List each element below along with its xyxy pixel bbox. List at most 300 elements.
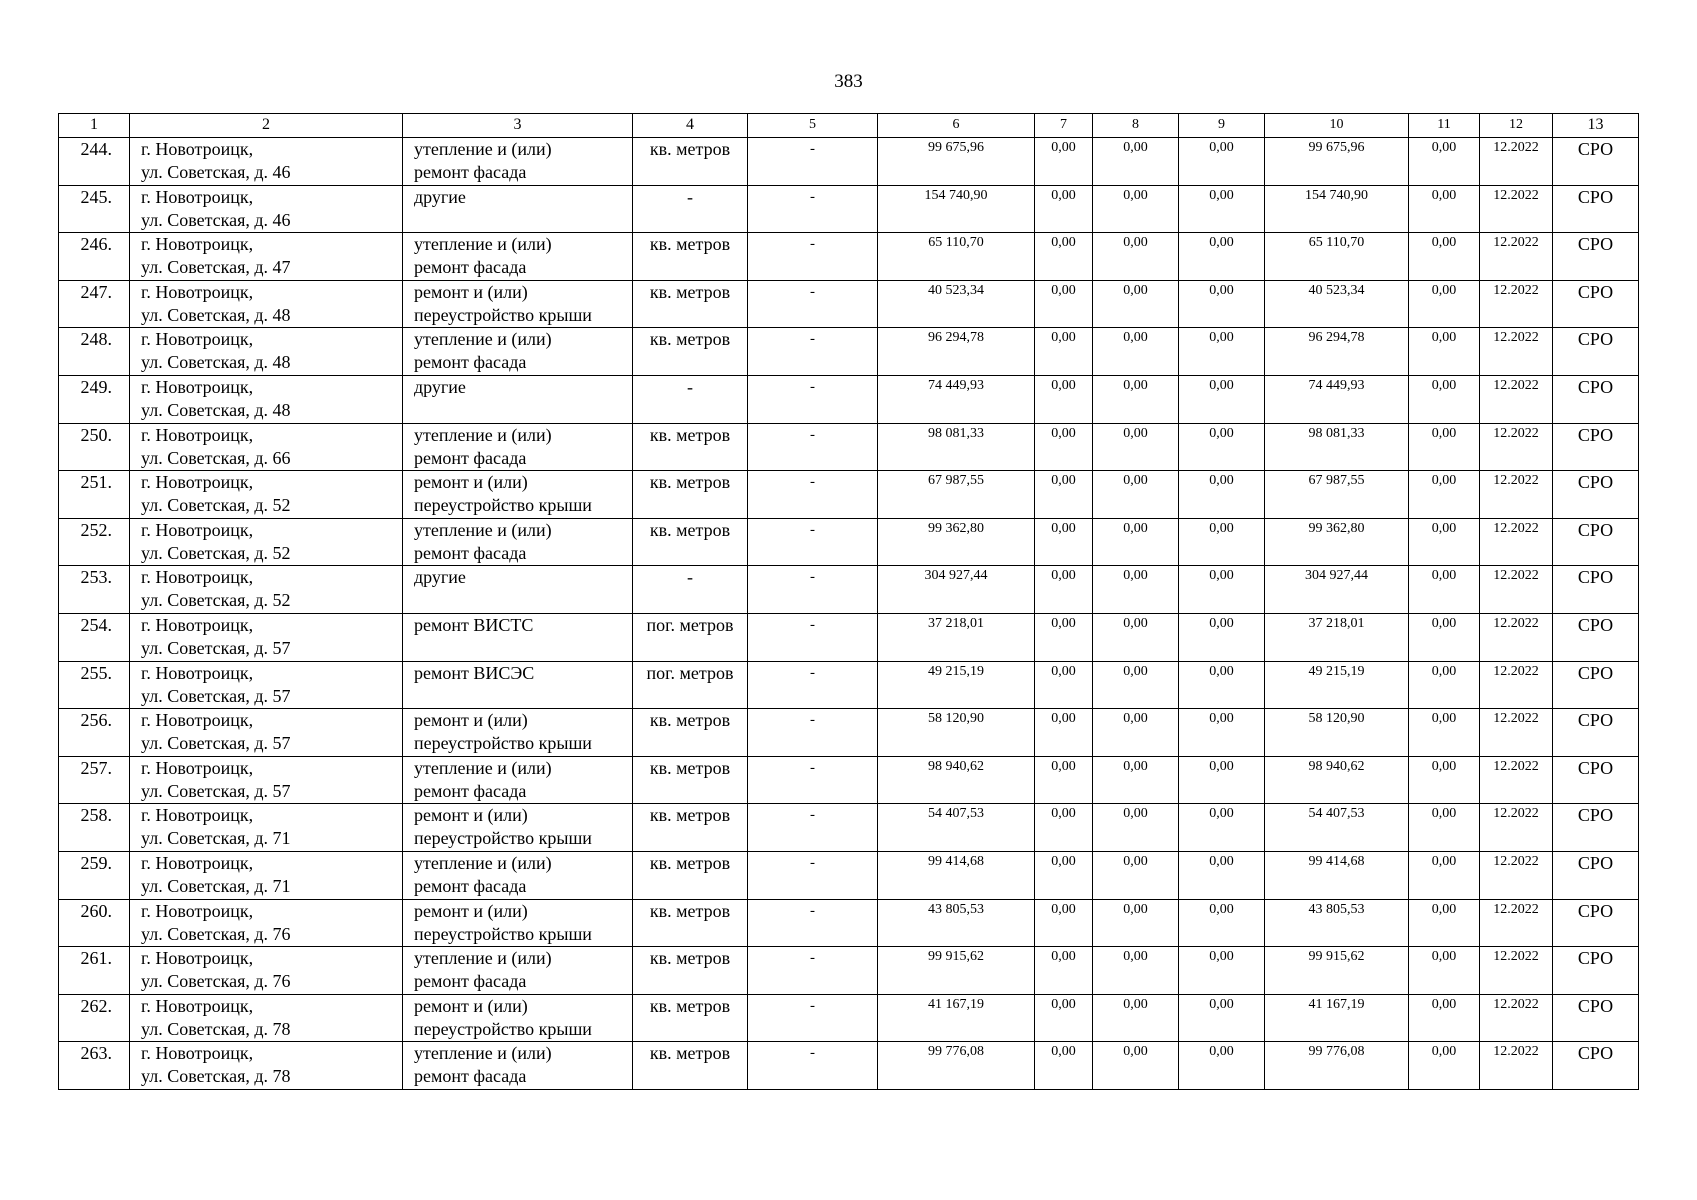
- address-cell: [130, 233, 403, 281]
- column-header: 5: [748, 114, 878, 138]
- column-10-cell: 99 675,96: [1265, 138, 1409, 186]
- table-row: [59, 756, 1639, 804]
- work-type-cell: [403, 851, 633, 899]
- unit-cell: кв. метров: [633, 423, 748, 471]
- column-11-cell: 0,00: [1409, 185, 1480, 233]
- quantity-cell: -: [748, 709, 878, 757]
- column-8-cell: 0,00: [1093, 899, 1179, 947]
- address-street: ул. Советская, д. 52: [141, 590, 291, 611]
- unit-cell: кв. метров: [633, 804, 748, 852]
- column-8-cell: 0,00: [1093, 423, 1179, 471]
- completion-date-cell: 12.2022: [1480, 804, 1553, 852]
- quantity-cell: -: [748, 1042, 878, 1090]
- work-type-cell: [403, 947, 633, 995]
- quantity-cell: -: [748, 566, 878, 614]
- column-9-cell: 0,00: [1179, 471, 1265, 519]
- table-row: [59, 423, 1639, 471]
- total-cost-cell: 54 407,53: [878, 804, 1035, 852]
- work-type-line-1: утепление и (или): [414, 234, 552, 255]
- address-city: г. Новотроицк,: [141, 472, 254, 493]
- address-cell: [130, 994, 403, 1042]
- work-type-line-2: ремонт фасада: [414, 162, 527, 182]
- column-10-cell: 154 740,90: [1265, 185, 1409, 233]
- column-header: 11: [1409, 114, 1480, 138]
- organization-cell: СРО: [1553, 375, 1639, 423]
- address-city: г. Новотроицк,: [141, 234, 254, 255]
- address-street: ул. Советская, д. 76: [141, 971, 291, 992]
- quantity-cell: -: [748, 280, 878, 328]
- column-11-cell: 0,00: [1409, 518, 1480, 566]
- total-cost-cell: 41 167,19: [878, 994, 1035, 1042]
- row-number: 245.: [59, 185, 130, 233]
- address-street: ул. Советская, д. 71: [141, 828, 291, 849]
- table-row: [59, 899, 1639, 947]
- column-11-cell: 0,00: [1409, 899, 1480, 947]
- row-number: 260.: [59, 899, 130, 947]
- column-7-cell: 0,00: [1035, 566, 1093, 614]
- column-7-cell: 0,00: [1035, 185, 1093, 233]
- address-cell: [130, 423, 403, 471]
- column-11-cell: 0,00: [1409, 471, 1480, 519]
- completion-date-cell: 12.2022: [1480, 661, 1553, 709]
- column-7-cell: 0,00: [1035, 756, 1093, 804]
- column-8-cell: 0,00: [1093, 1042, 1179, 1090]
- completion-date-cell: 12.2022: [1480, 1042, 1553, 1090]
- table-row: [59, 661, 1639, 709]
- column-7-cell: 0,00: [1035, 947, 1093, 995]
- column-11-cell: 0,00: [1409, 709, 1480, 757]
- completion-date-cell: 12.2022: [1480, 328, 1553, 376]
- column-9-cell: 0,00: [1179, 756, 1265, 804]
- address-street: ул. Советская, д. 57: [141, 637, 291, 658]
- completion-date-cell: 12.2022: [1480, 709, 1553, 757]
- unit-cell: кв. метров: [633, 233, 748, 281]
- table-row: [59, 1042, 1639, 1090]
- column-7-cell: 0,00: [1035, 1042, 1093, 1090]
- completion-date-cell: 12.2022: [1480, 423, 1553, 471]
- column-8-cell: 0,00: [1093, 613, 1179, 661]
- column-7-cell: 0,00: [1035, 994, 1093, 1042]
- table-row: [59, 709, 1639, 757]
- completion-date-cell: 12.2022: [1480, 375, 1553, 423]
- work-type-cell: [403, 471, 633, 519]
- completion-date-cell: 12.2022: [1480, 899, 1553, 947]
- row-number: 244.: [59, 138, 130, 186]
- table-row: [59, 613, 1639, 661]
- address-cell: [130, 138, 403, 186]
- column-9-cell: 0,00: [1179, 899, 1265, 947]
- quantity-cell: -: [748, 423, 878, 471]
- total-cost-cell: 98 081,33: [878, 423, 1035, 471]
- work-type-line-1: утепление и (или): [414, 329, 552, 350]
- work-type-line-2: ремонт фасада: [414, 780, 527, 801]
- column-10-cell: 99 414,68: [1265, 851, 1409, 899]
- work-type-line-2: ремонт фасада: [414, 542, 527, 563]
- column-11-cell: 0,00: [1409, 1042, 1480, 1090]
- address-city: г. Новотроицк,: [141, 995, 254, 1016]
- unit-cell: кв. метров: [633, 280, 748, 328]
- column-9-cell: 0,00: [1179, 185, 1265, 233]
- column-9-cell: 0,00: [1179, 994, 1265, 1042]
- address-cell: [130, 185, 403, 233]
- work-type-cell: [403, 804, 633, 852]
- unit-cell: -: [633, 566, 748, 614]
- column-7-cell: 0,00: [1035, 851, 1093, 899]
- column-8-cell: 0,00: [1093, 709, 1179, 757]
- organization-cell: СРО: [1553, 804, 1639, 852]
- column-9-cell: 0,00: [1179, 661, 1265, 709]
- column-number-row: [59, 114, 1639, 138]
- work-type-line-1: ремонт и (или): [414, 281, 528, 302]
- row-number: 256.: [59, 709, 130, 757]
- address-cell: [130, 756, 403, 804]
- column-11-cell: 0,00: [1409, 947, 1480, 995]
- quantity-cell: -: [748, 471, 878, 519]
- address-street: ул. Советская, д. 52: [141, 542, 291, 563]
- column-7-cell: 0,00: [1035, 233, 1093, 281]
- address-street: ул. Советская, д. 78: [141, 1018, 291, 1039]
- row-number: 259.: [59, 851, 130, 899]
- unit-cell: кв. метров: [633, 471, 748, 519]
- total-cost-cell: 43 805,53: [878, 899, 1035, 947]
- total-cost-cell: 98 940,62: [878, 756, 1035, 804]
- column-9-cell: 0,00: [1179, 613, 1265, 661]
- address-cell: [130, 280, 403, 328]
- organization-cell: СРО: [1553, 756, 1639, 804]
- work-type-line-1: другие: [414, 567, 466, 588]
- organization-cell: СРО: [1553, 280, 1639, 328]
- work-type-line-2: переустройство крыши: [414, 304, 592, 325]
- row-number: 252.: [59, 518, 130, 566]
- column-8-cell: 0,00: [1093, 233, 1179, 281]
- column-header: 13: [1553, 114, 1639, 138]
- column-11-cell: 0,00: [1409, 804, 1480, 852]
- column-9-cell: 0,00: [1179, 375, 1265, 423]
- column-11-cell: 0,00: [1409, 138, 1480, 186]
- column-7-cell: 0,00: [1035, 423, 1093, 471]
- address-cell: [130, 661, 403, 709]
- work-type-line-2: ремонт фасада: [414, 352, 527, 373]
- address-cell: [130, 471, 403, 519]
- quantity-cell: -: [748, 947, 878, 995]
- work-type-line-1: утепление и (или): [414, 852, 552, 873]
- column-11-cell: 0,00: [1409, 375, 1480, 423]
- work-type-line-1: утепление и (или): [414, 948, 552, 969]
- column-11-cell: 0,00: [1409, 566, 1480, 614]
- work-type-cell: [403, 613, 633, 661]
- column-9-cell: 0,00: [1179, 138, 1265, 186]
- address-city: г. Новотроицк,: [141, 186, 254, 207]
- total-cost-cell: 99 675,96: [878, 138, 1035, 186]
- address-city: г. Новотроицк,: [141, 662, 254, 683]
- completion-date-cell: 12.2022: [1480, 613, 1553, 661]
- work-type-cell: [403, 518, 633, 566]
- column-10-cell: 49 215,19: [1265, 661, 1409, 709]
- column-9-cell: 0,00: [1179, 518, 1265, 566]
- organization-cell: СРО: [1553, 423, 1639, 471]
- unit-cell: кв. метров: [633, 994, 748, 1042]
- column-9-cell: 0,00: [1179, 709, 1265, 757]
- column-11-cell: 0,00: [1409, 613, 1480, 661]
- work-type-line-1: ремонт и (или): [414, 805, 528, 826]
- work-type-line-1: ремонт и (или): [414, 710, 528, 731]
- column-header: 7: [1035, 114, 1093, 138]
- column-10-cell: 98 081,33: [1265, 423, 1409, 471]
- organization-cell: СРО: [1553, 613, 1639, 661]
- table-row: [59, 280, 1639, 328]
- quantity-cell: -: [748, 661, 878, 709]
- quantity-cell: -: [748, 328, 878, 376]
- column-11-cell: 0,00: [1409, 280, 1480, 328]
- work-type-cell: [403, 709, 633, 757]
- table-row: [59, 566, 1639, 614]
- quantity-cell: -: [748, 756, 878, 804]
- work-type-line-1: другие: [414, 186, 466, 207]
- column-7-cell: 0,00: [1035, 709, 1093, 757]
- repair-register-table: [58, 113, 1639, 1090]
- row-number: 255.: [59, 661, 130, 709]
- column-header: 6: [878, 114, 1035, 138]
- column-7-cell: 0,00: [1035, 661, 1093, 709]
- organization-cell: СРО: [1553, 947, 1639, 995]
- unit-cell: кв. метров: [633, 756, 748, 804]
- column-8-cell: 0,00: [1093, 375, 1179, 423]
- completion-date-cell: 12.2022: [1480, 756, 1553, 804]
- completion-date-cell: 12.2022: [1480, 851, 1553, 899]
- column-7-cell: 0,00: [1035, 613, 1093, 661]
- total-cost-cell: 67 987,55: [878, 471, 1035, 519]
- address-street: ул. Советская, д. 46: [141, 209, 291, 230]
- row-number: 246.: [59, 233, 130, 281]
- quantity-cell: -: [748, 185, 878, 233]
- total-cost-cell: 99 362,80: [878, 518, 1035, 566]
- organization-cell: СРО: [1553, 138, 1639, 186]
- completion-date-cell: 12.2022: [1480, 138, 1553, 186]
- row-number: 258.: [59, 804, 130, 852]
- work-type-cell: [403, 280, 633, 328]
- address-city: г. Новотроицк,: [141, 900, 254, 921]
- row-number: 254.: [59, 613, 130, 661]
- total-cost-cell: 99 915,62: [878, 947, 1035, 995]
- column-8-cell: 0,00: [1093, 804, 1179, 852]
- table-row: [59, 947, 1639, 995]
- organization-cell: СРО: [1553, 1042, 1639, 1090]
- completion-date-cell: 12.2022: [1480, 280, 1553, 328]
- column-header: 12: [1480, 114, 1553, 138]
- column-10-cell: 43 805,53: [1265, 899, 1409, 947]
- address-street: ул. Советская, д. 71: [141, 875, 291, 896]
- work-type-line-1: утепление и (или): [414, 1043, 552, 1064]
- row-number: 251.: [59, 471, 130, 519]
- column-10-cell: 40 523,34: [1265, 280, 1409, 328]
- column-10-cell: 96 294,78: [1265, 328, 1409, 376]
- organization-cell: СРО: [1553, 518, 1639, 566]
- unit-cell: кв. метров: [633, 947, 748, 995]
- total-cost-cell: 99 414,68: [878, 851, 1035, 899]
- column-7-cell: 0,00: [1035, 471, 1093, 519]
- column-9-cell: 0,00: [1179, 280, 1265, 328]
- work-type-line-2: переустройство крыши: [414, 495, 592, 516]
- table-row: [59, 851, 1639, 899]
- table-row: [59, 471, 1639, 519]
- organization-cell: СРО: [1553, 899, 1639, 947]
- column-10-cell: 54 407,53: [1265, 804, 1409, 852]
- column-8-cell: 0,00: [1093, 947, 1179, 995]
- organization-cell: СРО: [1553, 233, 1639, 281]
- work-type-line-1: ремонт и (или): [414, 995, 528, 1016]
- row-number: 261.: [59, 947, 130, 995]
- column-9-cell: 0,00: [1179, 233, 1265, 281]
- row-number: 247.: [59, 280, 130, 328]
- unit-cell: кв. метров: [633, 851, 748, 899]
- work-type-cell: [403, 756, 633, 804]
- column-9-cell: 0,00: [1179, 1042, 1265, 1090]
- quantity-cell: -: [748, 138, 878, 186]
- column-10-cell: 37 218,01: [1265, 613, 1409, 661]
- table-row: [59, 994, 1639, 1042]
- work-type-line-2: ремонт фасада: [414, 257, 527, 278]
- total-cost-cell: 49 215,19: [878, 661, 1035, 709]
- column-9-cell: 0,00: [1179, 328, 1265, 376]
- column-10-cell: 58 120,90: [1265, 709, 1409, 757]
- address-city: г. Новотроицк,: [141, 852, 254, 873]
- row-number: 257.: [59, 756, 130, 804]
- work-type-line-1: ремонт ВИСЭС: [414, 662, 535, 683]
- column-11-cell: 0,00: [1409, 423, 1480, 471]
- total-cost-cell: 37 218,01: [878, 613, 1035, 661]
- quantity-cell: -: [748, 899, 878, 947]
- address-city: г. Новотроицк,: [141, 614, 254, 635]
- address-street: ул. Советская, д. 76: [141, 923, 291, 944]
- work-type-cell: [403, 185, 633, 233]
- column-11-cell: 0,00: [1409, 233, 1480, 281]
- total-cost-cell: 96 294,78: [878, 328, 1035, 376]
- work-type-line-1: ремонт и (или): [414, 472, 528, 493]
- completion-date-cell: 12.2022: [1480, 185, 1553, 233]
- address-city: г. Новотроицк,: [141, 1043, 254, 1064]
- completion-date-cell: 12.2022: [1480, 566, 1553, 614]
- unit-cell: пог. метров: [633, 661, 748, 709]
- column-header: 1: [59, 114, 130, 138]
- organization-cell: СРО: [1553, 471, 1639, 519]
- work-type-line-2: переустройство крыши: [414, 733, 592, 754]
- row-number: 262.: [59, 994, 130, 1042]
- column-7-cell: 0,00: [1035, 804, 1093, 852]
- work-type-cell: [403, 423, 633, 471]
- address-cell: [130, 804, 403, 852]
- work-type-cell: [403, 994, 633, 1042]
- work-type-line-2: ремонт фасада: [414, 875, 527, 896]
- total-cost-cell: 65 110,70: [878, 233, 1035, 281]
- column-7-cell: 0,00: [1035, 280, 1093, 328]
- work-type-line-2: ремонт фасада: [414, 1066, 527, 1087]
- column-header: 4: [633, 114, 748, 138]
- completion-date-cell: 12.2022: [1480, 994, 1553, 1042]
- row-number: 253.: [59, 566, 130, 614]
- column-8-cell: 0,00: [1093, 566, 1179, 614]
- address-cell: [130, 375, 403, 423]
- address-city: г. Новотроицк,: [141, 424, 254, 445]
- total-cost-cell: 74 449,93: [878, 375, 1035, 423]
- column-8-cell: 0,00: [1093, 756, 1179, 804]
- quantity-cell: -: [748, 233, 878, 281]
- unit-cell: кв. метров: [633, 1042, 748, 1090]
- unit-cell: кв. метров: [633, 518, 748, 566]
- work-type-cell: [403, 661, 633, 709]
- column-10-cell: 41 167,19: [1265, 994, 1409, 1042]
- address-street: ул. Советская, д. 66: [141, 447, 291, 468]
- column-9-cell: 0,00: [1179, 947, 1265, 995]
- table-row: [59, 328, 1639, 376]
- address-street: ул. Советская, д. 48: [141, 304, 291, 325]
- row-number: 248.: [59, 328, 130, 376]
- quantity-cell: -: [748, 613, 878, 661]
- quantity-cell: -: [748, 804, 878, 852]
- completion-date-cell: 12.2022: [1480, 233, 1553, 281]
- table-header: [59, 114, 1639, 138]
- organization-cell: СРО: [1553, 185, 1639, 233]
- work-type-line-2: ремонт фасада: [414, 447, 527, 468]
- unit-cell: -: [633, 375, 748, 423]
- table-row: [59, 375, 1639, 423]
- address-street: ул. Советская, д. 57: [141, 733, 291, 754]
- row-number: 250.: [59, 423, 130, 471]
- work-type-line-1: утепление и (или): [414, 424, 552, 445]
- address-street: ул. Советская, д. 48: [141, 352, 291, 373]
- organization-cell: СРО: [1553, 994, 1639, 1042]
- column-7-cell: 0,00: [1035, 375, 1093, 423]
- table-row: [59, 185, 1639, 233]
- column-11-cell: 0,00: [1409, 661, 1480, 709]
- column-8-cell: 0,00: [1093, 518, 1179, 566]
- organization-cell: СРО: [1553, 328, 1639, 376]
- address-city: г. Новотроицк,: [141, 757, 254, 778]
- row-number: 263.: [59, 1042, 130, 1090]
- completion-date-cell: 12.2022: [1480, 947, 1553, 995]
- work-type-line-2: ремонт фасада: [414, 971, 527, 992]
- address-city: г. Новотроицк,: [141, 567, 254, 588]
- column-10-cell: 99 915,62: [1265, 947, 1409, 995]
- work-type-line-2: переустройство крыши: [414, 923, 592, 944]
- work-type-cell: [403, 1042, 633, 1090]
- column-8-cell: 0,00: [1093, 851, 1179, 899]
- column-8-cell: 0,00: [1093, 185, 1179, 233]
- column-header: 2: [130, 114, 403, 138]
- address-city: г. Новотроицк,: [141, 329, 254, 350]
- total-cost-cell: 304 927,44: [878, 566, 1035, 614]
- column-8-cell: 0,00: [1093, 471, 1179, 519]
- organization-cell: СРО: [1553, 851, 1639, 899]
- table-body: [59, 138, 1639, 1090]
- address-cell: [130, 613, 403, 661]
- column-8-cell: 0,00: [1093, 280, 1179, 328]
- unit-cell: кв. метров: [633, 709, 748, 757]
- address-cell: [130, 947, 403, 995]
- organization-cell: СРО: [1553, 709, 1639, 757]
- unit-cell: кв. метров: [633, 138, 748, 186]
- table-row: [59, 138, 1639, 186]
- quantity-cell: -: [748, 518, 878, 566]
- column-10-cell: 67 987,55: [1265, 471, 1409, 519]
- column-9-cell: 0,00: [1179, 566, 1265, 614]
- page-number: 383: [834, 71, 863, 92]
- column-8-cell: 0,00: [1093, 138, 1179, 186]
- work-type-cell: [403, 233, 633, 281]
- unit-cell: -: [633, 185, 748, 233]
- column-9-cell: 0,00: [1179, 804, 1265, 852]
- work-type-line-1: другие: [414, 376, 466, 397]
- address-cell: [130, 1042, 403, 1090]
